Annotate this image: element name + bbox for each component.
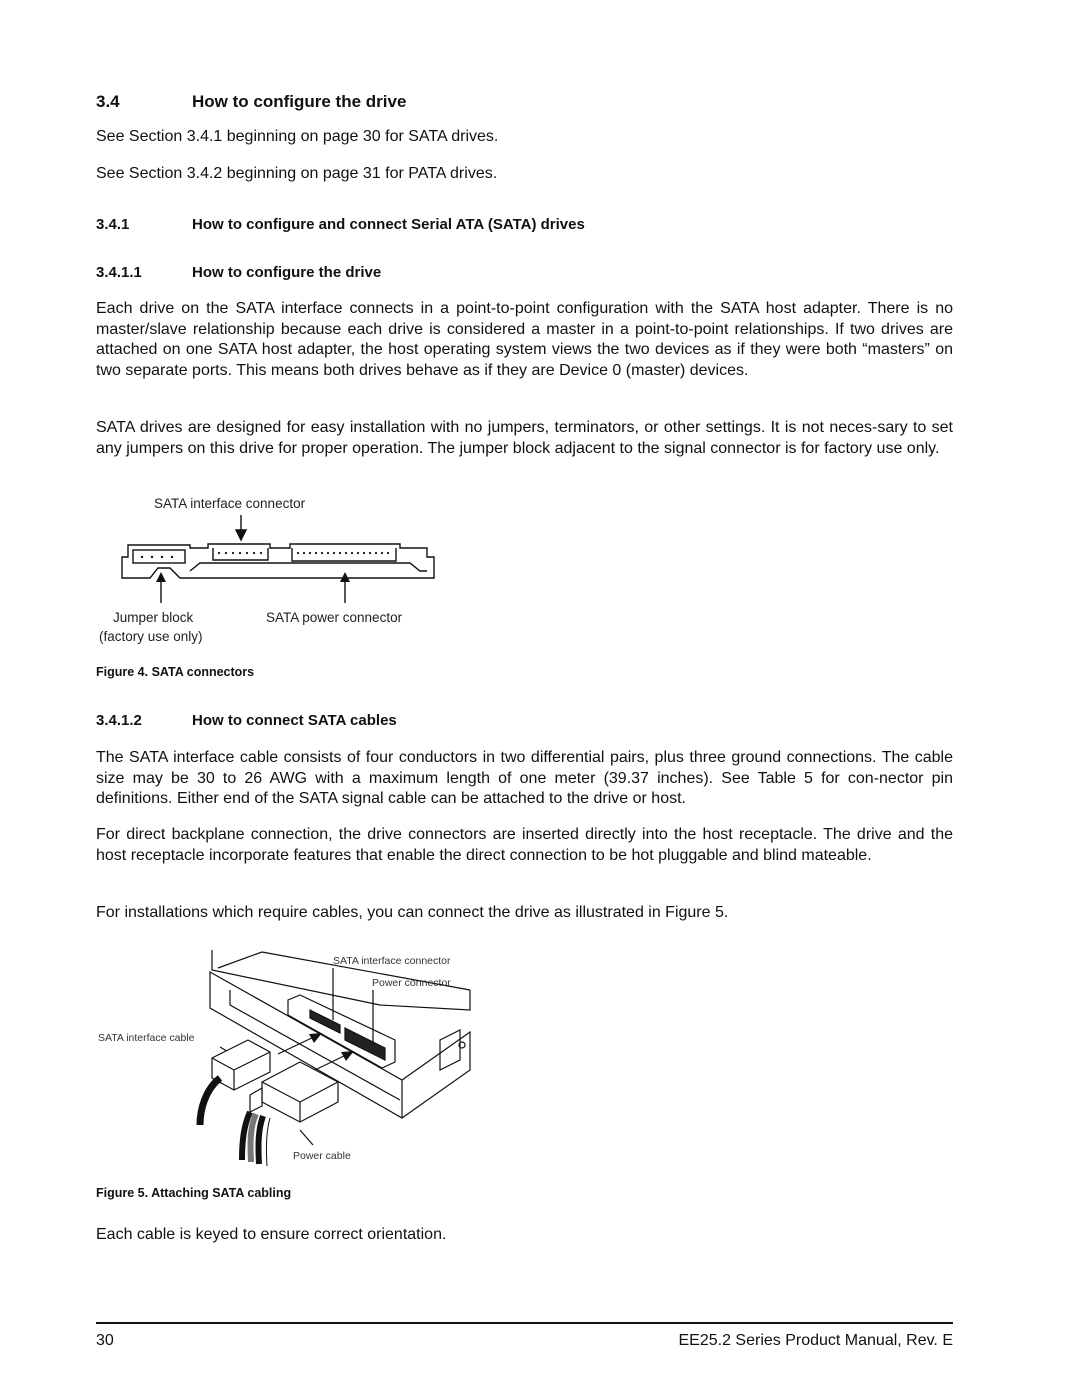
subsection-number: 3.4.1 <box>96 216 130 233</box>
paragraph-cables-2: For direct backplane connection, the drive connectors are inserted directly into the host receptacle. The drive and the host receptacle incorporate features that enable the direct connection to be hot pluggable and blind mateable. <box>96 826 953 864</box>
label-factory-use-only: (factory use only) <box>99 629 203 644</box>
paragraph-config-1: Each drive on the SATA interface connects in a point-to-point configuration with the SATA host adapter. There is no master/slave relationship because each drive is considered a master in a point-to-point relationships. If two drives are attached on one SATA host adapter, the host operating system views the two devices as if they were both “masters” on two separate ports. This means both drives behave as if they are Device 0 (master) devices. <box>96 300 953 379</box>
intro-line-1: See Section 3.4.1 beginning on page 30 for SATA drives. <box>96 128 499 145</box>
label-sata-power-connector: SATA power connector <box>266 610 403 625</box>
label-jumper-block: Jumper block <box>113 610 194 625</box>
label-fig5-power-connector: Power connector <box>372 977 451 989</box>
subsection-number: 3.4.1.1 <box>96 264 142 281</box>
label-fig5-interface-connector: SATA interface connector <box>333 955 451 967</box>
subsection-title: How to connect SATA cables <box>192 712 397 729</box>
paragraph-cables-1: The SATA interface cable consists of four conductors in two differential pairs, plus three ground connections. The cable size may be 30 to 26 AWG with a maximum length of one meter (39.37 inches). See Table 5 for con-nector pin definitions. Either end of the SATA signal cable can be attached to the drive or host. <box>96 749 953 808</box>
subsection-title: How to configure the drive <box>192 264 382 281</box>
label-fig5-power-cable: Power cable <box>293 1150 351 1162</box>
figure-5-caption: Figure 5. Attaching SATA cabling <box>96 1186 292 1200</box>
label-fig5-interface-cable: SATA interface cable <box>98 1032 195 1044</box>
paragraph-config-2: SATA drives are designed for easy installation with no jumpers, terminators, or other settings. It is not neces-sary to set any jumpers on this drive for proper operation. The jumper block adjacent to the signal connector is for factory use only. <box>96 419 953 457</box>
intro-line-2: See Section 3.4.2 beginning on page 31 for PATA drives. <box>96 165 498 182</box>
subsection-number: 3.4.1.2 <box>96 712 142 729</box>
section-title: How to configure the drive <box>192 92 407 111</box>
footer-title: EE25.2 Series Product Manual, Rev. E <box>678 1332 953 1349</box>
paragraph-cables-3: For installations which require cables, you can connect the drive as illustrated in Figure 5. <box>96 904 729 921</box>
footer-rule <box>96 1322 953 1324</box>
subsection-title: How to configure and connect Serial ATA (SATA) drives <box>192 216 585 233</box>
page-number: 30 <box>96 1332 114 1349</box>
section-number: 3.4 <box>96 92 120 111</box>
closing-sentence: Each cable is keyed to ensure correct orientation. <box>96 1226 447 1243</box>
figure-4-caption: Figure 4. SATA connectors <box>96 665 255 679</box>
label-sata-interface-connector: SATA interface connector <box>154 496 306 511</box>
